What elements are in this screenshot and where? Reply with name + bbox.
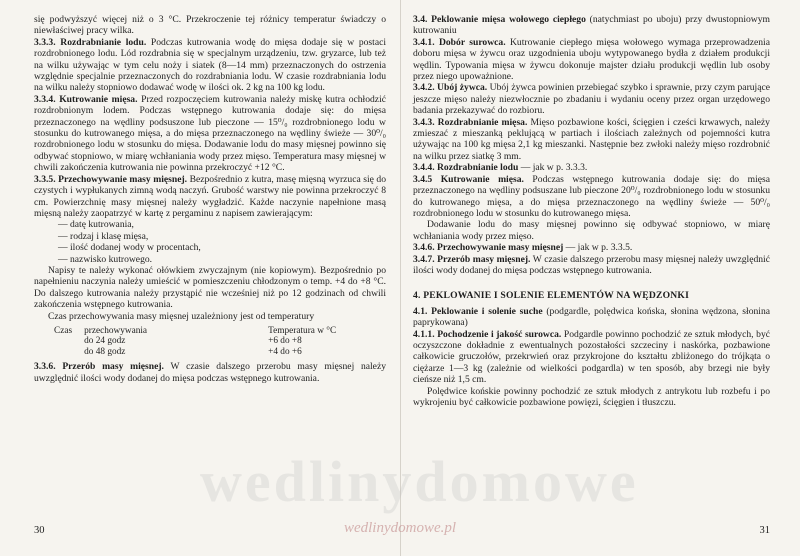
table-header-czas: Czas [54, 325, 73, 336]
section-3-4-5 [413, 174, 770, 220]
section-4-title: 4. PEKLOWANIE I SOLENIE ELEMENTÓW NA WĘDZONKI [413, 290, 689, 302]
list-item: — ilość dodanej wody w procentach, [58, 242, 386, 253]
section-3-4-6 [413, 242, 770, 253]
watermark-large: wedlinydomowe [200, 449, 639, 514]
section-3-4-1 [413, 37, 770, 83]
heading-3-3-6: 3.3.6. Przerób masy mięsnej. [34, 361, 164, 373]
section-3-4-4 [413, 162, 770, 173]
section-4-1-1 [413, 329, 770, 386]
label-contents-list [58, 219, 386, 265]
heading-4-1-1: 4.1.1. Pochodzenie i jakość surowca. [413, 328, 562, 340]
heading-3-3-5: 3.3.5. Przechowywanie masy mięsnej. [34, 173, 188, 185]
storage-table [50, 326, 340, 357]
body-4-1: (podgardle, polędwica końska, słonina wędzona, słonina paprykowana) [413, 305, 771, 329]
section-4-1 [413, 306, 770, 329]
paragraph-czas: Czas przechowywania masy mięsnej uzależniony jest od temperatury [48, 310, 315, 322]
heading-3-4: 3.4. Peklowanie mięsa wołowego ciepłego [413, 14, 586, 25]
section-3-4-3 [413, 117, 770, 163]
table-row [50, 336, 340, 346]
section-3-4-2 [413, 82, 770, 116]
table-header-przechowywania: przechowywania [84, 325, 148, 336]
body-3-3-4: Przed rozpoczęciem kutrowania należy miskę kutra ochłodzić rozdrobnionym lodem. Podczas wstępnego kutrowania dodaje się: do mięsa przeznaczonego na wędliny podsuszone lub pieczone — 15⁰/₀ rozdrobnionego lodu w stosunku do kutrowanego mięsa, a do mięsa przeznaczonego na wędliny świeże — 30⁰/₀ rozdrobnionego lodu w stosunku do mięsa. Dodawanie lodu do masy mięsnej powinno się odbywać stopniowo, w miarę wchłaniania wody przez mięso. Temperatura masy mięsnej w chwili zakończenia kutrowania nie powinna przekroczyć +12 °C. [34, 93, 386, 174]
table-row [50, 347, 340, 357]
heading-3-4-6: 3.4.6. Przechowywanie masy mięsnej [413, 242, 564, 254]
body-4-1-1: Podgardle powinno pochodzić ze sztuk młodych, być oczyszczone dokładnie z ewentualnych pozostałości szczeciny i naskórka, pozbawione całkowicie gruczołów, przekrwień oraz przykrojone do kształtu zbliżonego do trójkąta o ciężarze 1—3 kg (zależnie od wielkości podgardla) w ten sposób, aby brzegi nie były cieńsze niż 1,5 cm. [413, 328, 770, 386]
body-3-4-7: W czasie dalszego przerobu masy mięsnej należy uwzględnić ilości wody dodanej do mięsa podczas wstępnego kutrowania. [413, 253, 770, 276]
table-cell-time: do 24 godz [84, 336, 126, 347]
heading-3-4-3: 3.4.3. Rozdrabnianie mięsa. [413, 116, 528, 128]
section-3-3-6 [34, 361, 386, 384]
body-3-3-3: Podczas kutrowania wodę do mięsa dodaje się w postaci rozdrobnionego lodu. Lód rozdrabnia się w specjalnym urządzeniu, tzw. gryzarce, lub też na wilku używając w tym celu noży i siatek (8—14 mm) przeznaczonych do ostrzenia względnie specjalnie przeznaczonych do rozdrabniania lodu. W czasie rozdrabniania lodu na wilku należy stopniowo dodawać wodę w ilości ok. 2 kg na 100 kg lodu. [34, 36, 387, 94]
body-3-4-6: — jak w p. 3.3.5. [563, 242, 633, 254]
list-item: — rodzaj i klasę mięsa, [58, 231, 386, 242]
table-cell-temp: +6 do +8 [268, 336, 302, 347]
page-number-left: 30 [34, 525, 45, 536]
table-header-temperatura: Temperatura w °C [268, 325, 337, 336]
paragraph-napisy: Napisy te należy wykonać ołówkiem zwyczajnym (nie kopiowym). Bezpośrednio po napełnieniu naczynia należy umieścić w pomieszczeniu chłodzonym o temp. +4 do +8 °C. Do dalszego kutrowania należy przystąpić nie wcześniej niż po 12 godzinach od chwili zakończenia wstępnego kutrowania. [34, 264, 386, 311]
section-3-3-5 [34, 174, 386, 220]
heading-3-4-1: 3.4.1. Dobór surowca. [413, 36, 506, 48]
paragraph-dodawanie: Dodawanie lodu do masy mięsnej powinno się odbywać stopniowo, w miarę wchłaniania wody przez mięso. [413, 219, 770, 242]
page-number-right: 31 [759, 525, 770, 536]
table-header-row [50, 326, 340, 336]
paragraph-poledwice: Polędwice końskie powinny pochodzić ze sztuk młodych z antrykotu lub rozbefu i po wykrojeniu być całkowicie pozbawione powięzi, ścięgien i tłuszczu. [413, 385, 770, 408]
body-3-4: (natychmiast po uboju) przy dwustopniowym kutrowaniu [413, 14, 770, 37]
body-3-3-6: W czasie dalszego przerobu masy mięsnej należy uwzględnić ilości wody dodanej do mięsa podczas wstępnego kutrowania. [34, 361, 386, 384]
heading-3-3-4: 3.3.4. Kutrowanie mięsa. [34, 93, 138, 105]
body-3-4-4: — jak w p. 3.3.3. [518, 162, 588, 174]
heading-3-4-4: 3.4.4. Rozdrabnianie lodu [413, 162, 519, 174]
list-item: — nazwisko kutrowego. [58, 254, 386, 265]
body-3-4-1: Kutrowanie ciepłego mięsa wołowego wymaga przeprowadzenia doboru mięsa w żywcu oraz uzgodnienia uboju wytypowanego bydła z działem produkcji wędlin. Typowania mięsa w żywcu dokonuje majster działu produkcji wędlin lub osoby przez niego upoważnione. [413, 36, 770, 83]
body-3-4-3: Mięso pozbawione kości, ścięgien i cześci krwawych, należy zmieszać z mieszanką peklującą w partiach i ilościach zależnych od pojemności kutra używając na 100 kg mięsa 2,1 kg mieszanki. Następnie bez zwłoki należy mięso rozdrobnić na wilku przez siatkę 3 mm. [413, 116, 770, 162]
watermark-url: wedlinydomowe.pl [343, 520, 457, 536]
heading-3-3-3: 3.3.3. Rozdrabnianie lodu. [34, 36, 147, 48]
section-3-3-4 [34, 94, 386, 174]
body-3-4-2: Ubój żywca powinien przebiegać szybko i sprawnie, przy czym parujące jeszcze mięso należy niezwłocznie po zbadaniu i wydaniu oceny przez organ urzędowego badania przekazywać do rozbioru. [413, 82, 770, 117]
body-3-3-5: Bezpośrednio z kutra, masę mięsną wyrzuca się do czystych i wypłukanych zimną wodą naczyń. Grubość warstwy nie powinna przekroczyć 8 cm. Powierzchnię masy mięsnej należy wygładzić. Każde naczynie napełnione masą mięsną należy zaopatrzyć w kartę z pergaminu z napisem zawierającym: [34, 173, 387, 219]
table-cell-temp: +4 do +6 [268, 346, 302, 357]
section-3-4 [413, 14, 770, 37]
body-3-4-5: Podczas wstępnego kutrowania dodaje się: do mięsa przeznaczonego na wędliny podsuszane lub pieczone 20⁰/₀ rozdrobnionego lodu w stosunku do kutrowanego mięsa, a do mięsa przeznaczonego na wędliny świeże — 50⁰/₀ rozdrobnionego lodu w stosunku do kutrowanego mięsa. [413, 173, 770, 219]
list-item: — datę kutrowania, [58, 219, 386, 230]
section-3-3-3 [34, 37, 386, 94]
heading-3-4-7: 3.4.7. Przerób masy mięsnej. [413, 253, 531, 265]
right-page [400, 0, 800, 556]
heading-4-1: 4.1. Peklowanie i solenie suche [413, 305, 543, 317]
table-cell-time: do 48 godz [84, 346, 126, 357]
paragraph-intro: się podwyższyć więcej niż o 3 °C. Przekroczenie tej różnicy temperatur świadczy o niewłaściwej pracy wilka. [34, 14, 386, 37]
heading-3-4-5: 3.4.5 Kutrowanie mięsa. [413, 173, 524, 185]
heading-3-4-2: 3.4.2. Ubój żywca. [413, 82, 488, 94]
section-3-4-7 [413, 254, 770, 277]
